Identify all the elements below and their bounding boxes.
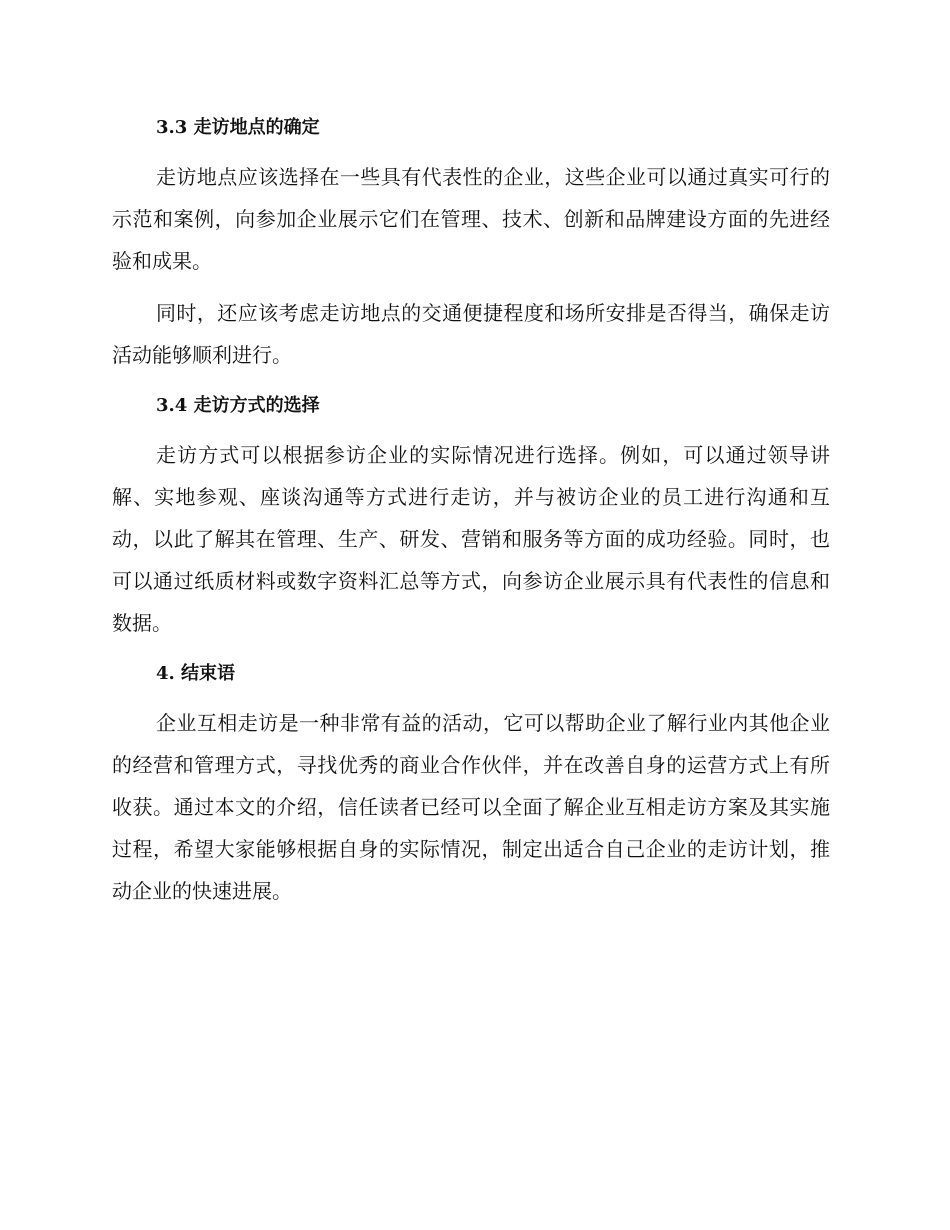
section-heading-3-3: 3.3 走访地点的确定	[156, 117, 320, 138]
paragraph-4-1: 企业互相走访是一种非常有益的活动，它可以帮助企业了解行业内其他企业的经营和管理方式，寻找优秀的商业合作伙伴，并在改善自身的运营方式上有所收获。通过本文的介绍，信任读者已经可以全面了解企业互相走访方案及其实施过程，希望大家能够根据自身的实际情况，制定出适合自己企业的走访计划，推动企业的快速进展。	[112, 711, 830, 903]
section-heading-4: 4. 结束语	[156, 663, 236, 684]
paragraph-3-4-1: 走访方式可以根据参访企业的实际情况进行选择。例如，可以通过领导讲解、实地参观、座谈沟通等方式进行走访，并与被访企业的员工进行沟通和互动，以此了解其在管理、生产、研发、营销和服务等方面的成功经验。同时，也可以通过纸质材料或数字资料汇总等方式，向参访企业展示具有代表性的信息和数据。	[112, 443, 830, 635]
paragraph-3-3-1: 走访地点应该选择在一些具有代表性的企业，这些企业可以通过真实可行的示范和案例，向参加企业展示它们在管理、技术、创新和品牌建设方面的先进经验和成果。	[112, 165, 830, 273]
document-body	[112, 108, 830, 912]
paragraph-3-3-2: 同时，还应该考虑走访地点的交通便捷程度和场所安排是否得当，确保走访活动能够顺利进行。	[112, 301, 830, 367]
section-heading-3-4: 3.4 走访方式的选择	[156, 395, 320, 416]
